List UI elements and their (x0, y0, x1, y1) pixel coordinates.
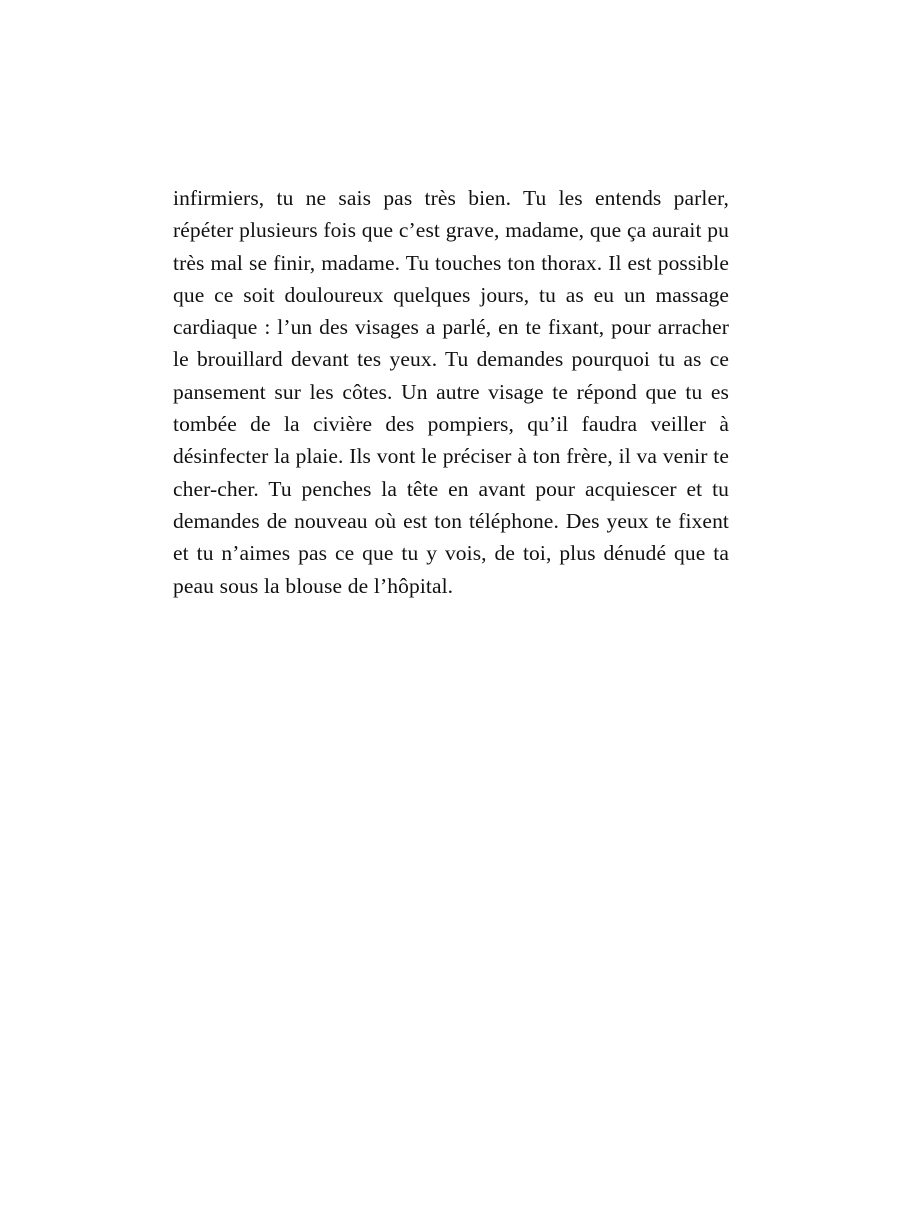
page-text-block (173, 182, 729, 602)
body-paragraph: infirmiers, tu ne sais pas très bien. Tu les entends parler, répéter plusieurs fois que c’est grave, madame, que ça aurait pu très mal se finir, madame. Tu touches ton thorax. Il est possible que ce soit douloureux quelques jours, tu as eu un massage cardiaque : l’un des visages a parlé, en te fixant, pour arracher le brouillard devant tes yeux. Tu demandes pourquoi tu as ce pansement sur les côtes. Un autre visage te répond que tu es tombée de la civière des pompiers, qu’il faudra veiller à désinfecter la plaie. Ils vont le préciser à ton frère, il va venir te cher-cher. Tu penches la tête en avant pour acquiescer et tu demandes de nouveau où est ton téléphone. Des yeux te fixent et tu n’aimes pas ce que tu y vois, de toi, plus dénudé que ta peau sous la blouse de l’hôpital. (173, 186, 729, 598)
